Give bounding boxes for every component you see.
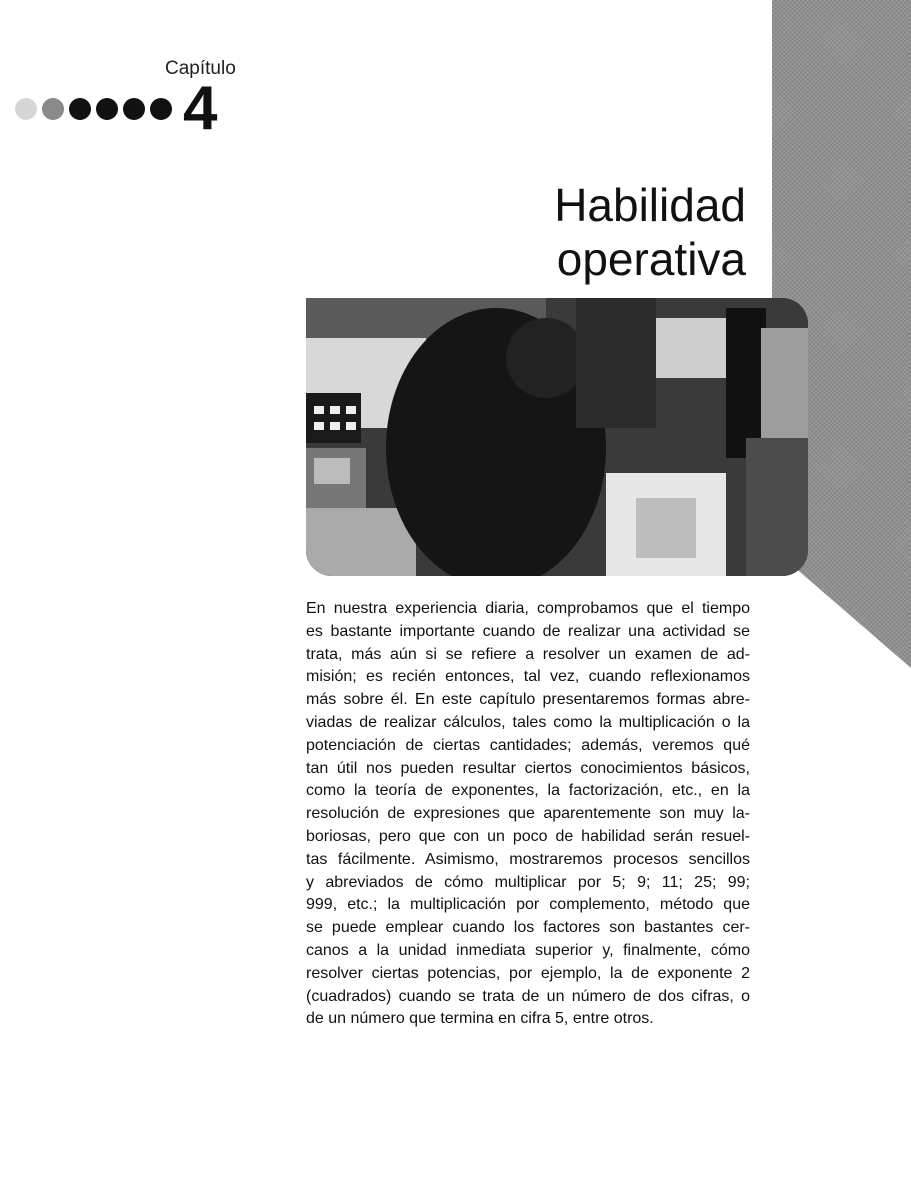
chapter-intro-paragraph	[306, 598, 750, 1031]
chapter-number: 4	[183, 74, 218, 143]
body-line: (cuadrados) cuando se trata de un número de dos cifras, o	[306, 987, 750, 1005]
body-line: resolver ciertas potencias, por ejemplo, la de exponente 2	[306, 964, 750, 982]
decorative-dot	[42, 98, 64, 120]
chapter-photo	[306, 298, 808, 576]
body-line: tan útil nos pueden resultar ciertos conocimientos básicos,	[306, 759, 750, 777]
body-line: es bastante importante cuando de realizar una actividad se	[306, 622, 750, 640]
body-line: más sobre él. En este capítulo presentaremos formas abre-	[306, 691, 750, 709]
chapter-title	[386, 178, 746, 286]
decorative-dot	[69, 98, 91, 120]
chapter-label: Capítulo	[165, 58, 236, 79]
chapter-title-line-1: Habilidad	[554, 179, 746, 231]
decorative-dot	[15, 98, 37, 120]
body-line: como la teoría de exponentes, la factorización, etc., en la	[306, 782, 750, 800]
body-line: y abreviados de cómo multiplicar por 5; 9; 11; 25; 99;	[306, 873, 750, 891]
decorative-dot	[123, 98, 145, 120]
body-line: resolución de expresiones que aparentemente son muy la-	[306, 805, 750, 823]
body-line: se puede emplear cuando los factores son bastantes cer-	[306, 919, 750, 937]
decorative-dot	[150, 98, 172, 120]
body-line: tas fácilmente. Asimismo, mostraremos procesos sencillos	[306, 850, 750, 868]
body-line: trata, más aún si se refiere a resolver un examen de ad-	[306, 645, 750, 663]
body-line: potenciación de ciertas cantidades; además, veremos qué	[306, 736, 750, 754]
body-line: canos a la unidad inmediata superior y, finalmente, cómo	[306, 941, 750, 959]
chapter-title-line-2: operativa	[556, 233, 746, 285]
chapter-photo-illustration	[306, 298, 808, 576]
body-line: misión; es recién entonces, tal vez, cuando reflexionamos	[306, 668, 750, 686]
body-line: 999, etc.; la multiplicación por complemento, método que	[306, 896, 750, 914]
body-line: de un número que termina en cifra 5, entre otros.	[306, 1010, 654, 1028]
decorative-dot	[96, 98, 118, 120]
body-line: boriosas, pero que con un poco de habilidad serán resuel-	[306, 827, 750, 845]
body-line: viadas de realizar cálculos, tales como la multiplicación o la	[306, 713, 750, 731]
body-line: En nuestra experiencia diaria, comprobamos que el tiempo	[306, 600, 750, 617]
